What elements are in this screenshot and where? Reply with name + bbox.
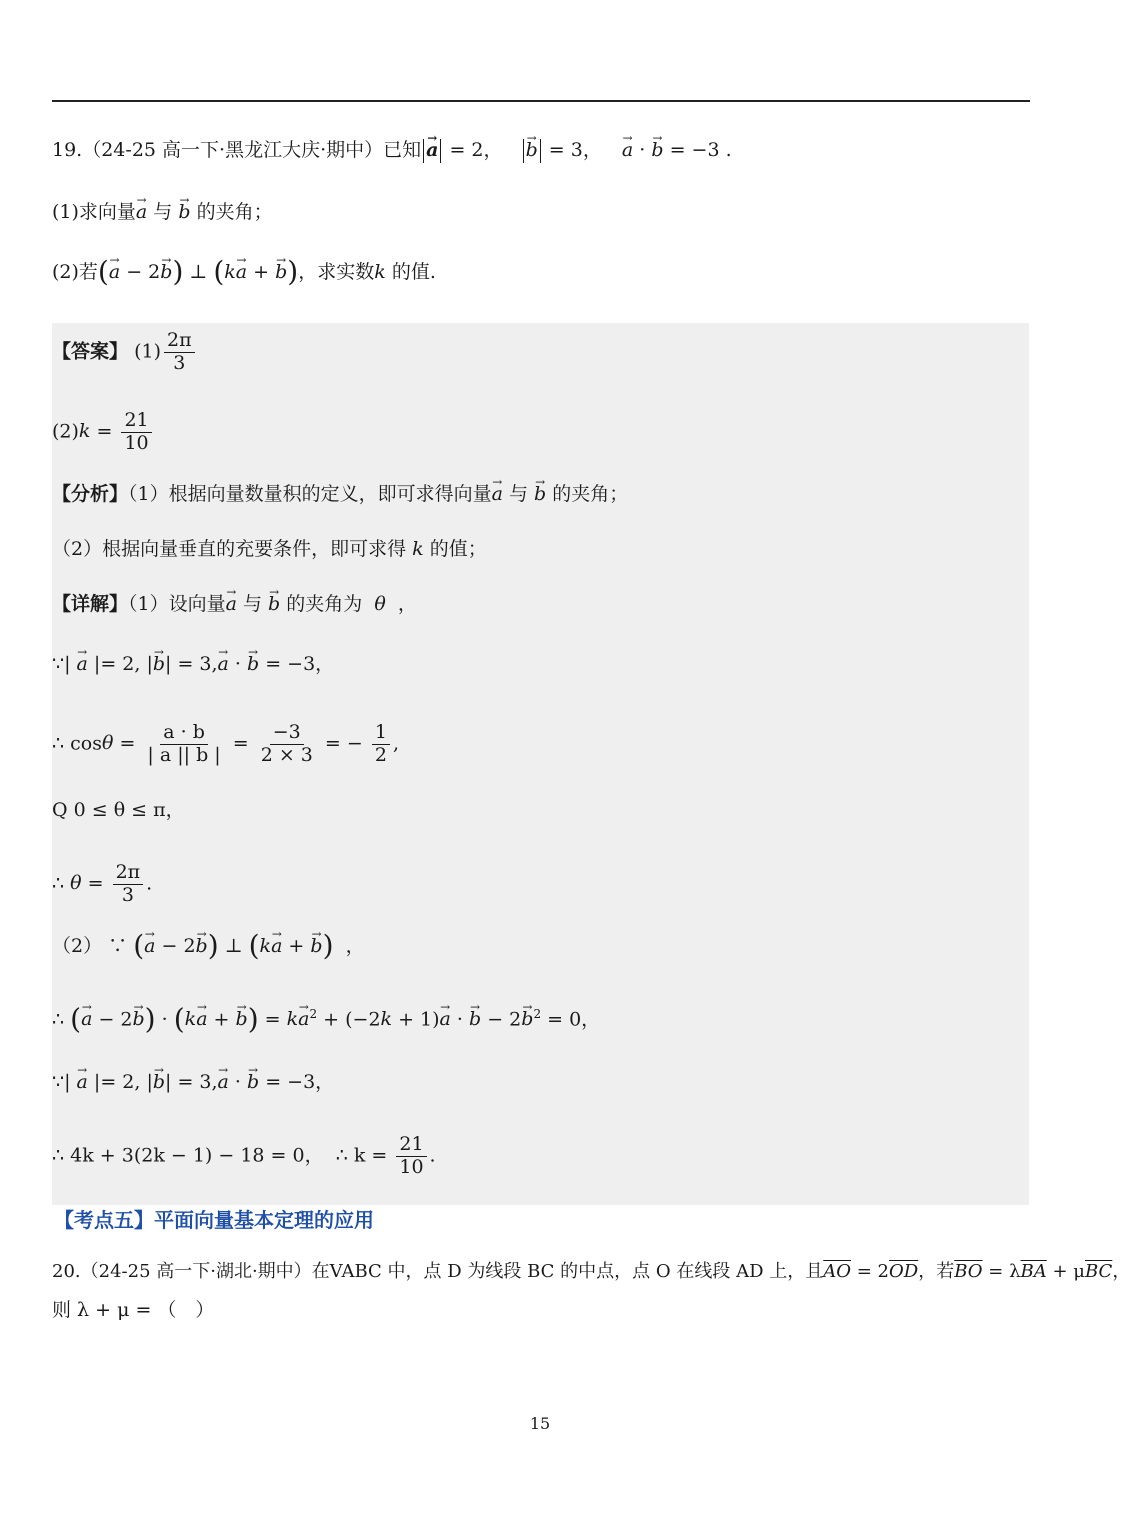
vec-bc: $\overline{BC}$	[1084, 1261, 1113, 1282]
final-k-prefix: ∴ k =	[335, 1144, 388, 1167]
detail1-mid: 与	[242, 593, 262, 615]
q19-part1-prefix: (1)求向量	[52, 201, 136, 223]
answer1-prefix: (1)	[134, 340, 161, 363]
range-line: Q 0 ≤ θ ≤ π，	[52, 799, 185, 821]
vec-od: $\overline{OD}$	[889, 1261, 919, 1282]
cos-line: ∴ cosθ = $\frac{a \cdot b}{| a || b |}$ = $\frac{-3}{2 \times 3}$ = − $\frac{1}{2}$ ,	[52, 721, 399, 766]
final-line: ∴ 4k + 3(2k − 1) − 18 = 0， ∴ k = $\frac{21}{10}$ .	[52, 1133, 436, 1178]
detail-given-1b: | = 3,	[165, 653, 218, 675]
final-den: 10	[399, 1155, 424, 1178]
q19-part1-mid: 与	[153, 201, 173, 223]
vec-ao: $\overline{AO}$	[823, 1261, 852, 1282]
detail-label: 【详解】	[52, 593, 129, 615]
answer2-den: 10	[124, 431, 149, 454]
cos-num1: a · b	[160, 722, 208, 745]
analysis1-prefix: （1）根据向量数量积的定义，即可求得向量	[128, 483, 492, 505]
answer-label: 【答案】	[52, 340, 129, 363]
q19-part-2: (2)若(→ a − 2→ b) ⊥ (k→ a + → b)，求实数k 的值.	[52, 258, 436, 286]
detail1-prefix: （1）设向量	[128, 593, 226, 615]
q19-part2-prefix: (2)若	[52, 261, 98, 283]
final-eq: ∴ 4k + 3(2k − 1) − 18 = 0，	[52, 1144, 324, 1167]
answer2-prefix: (2)	[52, 420, 79, 443]
cos-den3: 2	[374, 743, 387, 766]
answer2-num: 21	[121, 410, 151, 433]
cos-den1: | a || b |	[147, 743, 221, 766]
detail-given-1: ∵| → a |= 2, |→ b| = 3,→ a · → b = −3，	[52, 650, 334, 678]
q20-eq-lambda: = λ	[988, 1261, 1021, 1282]
analysis1-mid: 与	[508, 483, 528, 505]
theta-den: 3	[121, 883, 134, 906]
part2-perp-line: （2） ∵ (→ a − 2→ b) ⊥ (k→ a + → b) ，	[52, 932, 365, 960]
detail-given-1c: = −3，	[265, 653, 335, 675]
q19-head: 19.（24-25 高一下·黑龙江大庆·期中）已知	[52, 139, 422, 161]
answer1-den: 3	[173, 351, 186, 374]
final-num: 21	[396, 1134, 426, 1157]
analysis-label: 【分析】	[52, 483, 129, 505]
detail-given-2b: | = 3,	[165, 1071, 218, 1093]
page-number: 15	[529, 1414, 551, 1433]
answer-line-1	[52, 330, 198, 375]
q20-plus-mu: + μ	[1052, 1261, 1085, 1282]
q20-line-2: 则 λ + μ = （ ）	[52, 1299, 215, 1321]
q20-comma-if: ，若	[918, 1261, 955, 1282]
q19-line-1: 19.（24-25 高一下·黑龙江大庆·期中）已知 → a = 2， → b = 3， → a · → b = −3 .	[52, 136, 732, 164]
detail-given-2c: = −3，	[265, 1071, 335, 1093]
q19-given-dot: = −3 .	[669, 139, 732, 161]
expand-line: ∴ (→ a − 2→ b) · (k→ a + → $b) = k\to a^2 + (-2k + 1)\to a$ · → $b - 2\to b^2 = 0$，	[52, 1000, 600, 1033]
cos-num2: −3	[270, 722, 304, 745]
detail-line-1: 【详解】（1）设向量→ a 与 → b 的夹角为 θ ，	[52, 590, 417, 618]
detail-given-2: ∵| → a |= 2, |→ b| = 3,→ a · → b = −3，	[52, 1068, 334, 1096]
answer1-num: 2π	[164, 330, 195, 353]
q19-part-1: (1)求向量→ a 与 → b 的夹角；	[52, 198, 273, 226]
q19-given-b: = 3，	[548, 139, 602, 161]
vec-bo: $\overline{BO}$	[954, 1261, 983, 1282]
q20-eq-mid: = 2	[856, 1261, 890, 1282]
detail1-suffix: 的夹角为	[286, 593, 363, 615]
expand-tail: = 0，	[547, 1008, 601, 1031]
detail-given-2a: = 2, |	[100, 1071, 153, 1093]
q19-part2-end: 的值.	[391, 261, 436, 283]
analysis2-prefix: （2）根据向量垂直的充要条件，即可求得	[52, 538, 407, 560]
header-rule	[52, 100, 1030, 102]
vec-ba: $\overline{BA}$	[1020, 1261, 1047, 1282]
analysis-line-2: （2）根据向量垂直的充要条件，即可求得 k 的值；	[52, 538, 487, 560]
analysis-line-1: 【分析】（1）根据向量数量积的定义，即可求得向量→ a 与 → b 的夹角；	[52, 480, 628, 508]
section-title: 【考点五】平面向量基本定理的应用	[54, 1208, 374, 1232]
analysis1-suffix: 的夹角；	[552, 483, 629, 505]
q20-line-1	[52, 1258, 1130, 1286]
analysis2-suffix: 的值；	[429, 538, 487, 560]
q19-part1-suffix: 的夹角；	[196, 201, 273, 223]
cos-num3: 1	[372, 722, 390, 745]
cos-den2: 2 × 3	[260, 743, 313, 766]
theta-num: 2π	[113, 862, 144, 885]
part2-intro: （2）	[52, 935, 103, 957]
answer-line-2: (2)k = $\frac{21}{10}$	[52, 410, 155, 455]
q20-end: ，	[1112, 1261, 1130, 1282]
theta-line: ∴ θ = $\frac{2\pi}{3}$ .	[52, 861, 153, 906]
q19-given-a: = 2，	[449, 139, 503, 161]
q19-part2-suffix: ，求实数	[298, 261, 375, 283]
q20-text: 20.（24-25 高一下·湖北·期中）在VABC 中，点 D 为线段 BC 的中点，点 O 在线段 AD 上，且	[52, 1261, 824, 1282]
detail-given-1a: = 2, |	[100, 653, 153, 675]
